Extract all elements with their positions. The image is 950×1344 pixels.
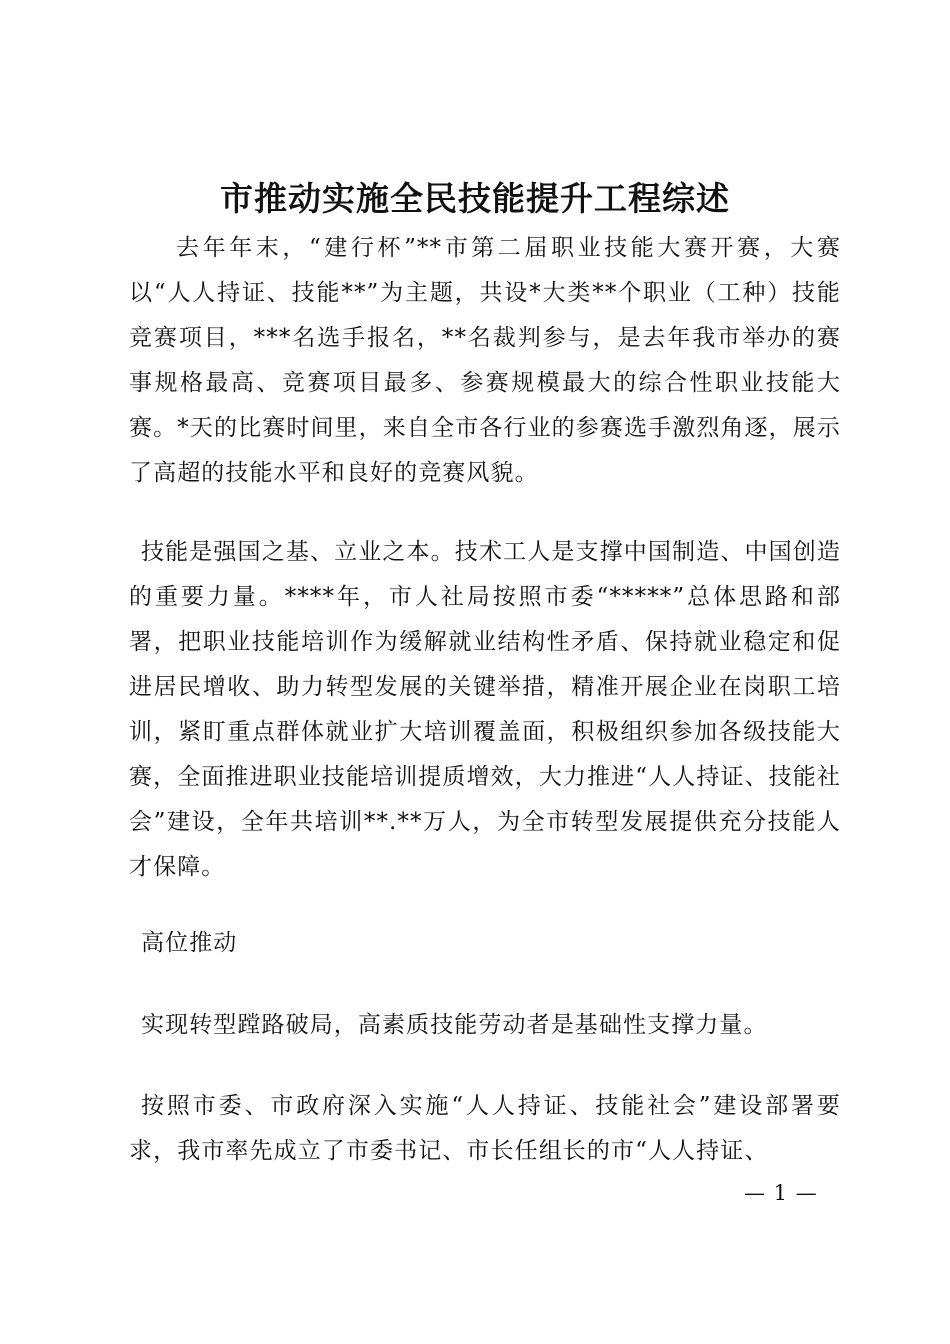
section-heading-high-level-promotion: 高位推动 — [141, 930, 238, 956]
document-title: 市推动实施全民技能提升工程综述 — [220, 179, 730, 218]
page-number: — 1 — — [744, 1181, 818, 1205]
paragraph-deployment: 按照市委、市政府深入实施“人人持证、技能社会”建设部署要求，我市率先成立了市委书记、市长任组长的市“人人持证、 — [129, 1093, 841, 1164]
paragraph-intro: 去年年末，“建行杯”**市第二届职业技能大赛开赛，大赛以“人人持证、技能**”为主题，共设*大类**个职业（工种）技能竞赛项目，***名选手报名，**名裁判参与，是去年我市举办的赛事规格最高、竞赛项目最多、参赛规模最大的综合性职业技能大赛。*天的比赛时间里，来自全市各行业的参赛选手激烈角逐，展示了高超的技能水平和良好的竞赛风貌。 — [129, 235, 841, 486]
paragraph-transformation: 实现转型蹚路破局，高素质技能劳动者是基础性支撑力量。 — [141, 1012, 768, 1038]
paragraph-skills-foundation: 技能是强国之基、立业之本。技术工人是支撑中国制造、中国创造的重要力量。****年，市人社局按照市委“*****”总体思路和部署，把职业技能培训作为缓解就业结构性矛盾、保持就业稳定和促进居民增收、助力转型发展的关键举措，精准开展企业在岗职工培训，紧盯重点群体就业扩大培训覆盖面，积极组织参加各级技能大赛，全面推进职业技能培训提质增效，大力推进“人人持证、技能社会”建设，全年共培训**.**万人，为全市转型发展提供充分技能人才保障。 — [129, 539, 841, 880]
